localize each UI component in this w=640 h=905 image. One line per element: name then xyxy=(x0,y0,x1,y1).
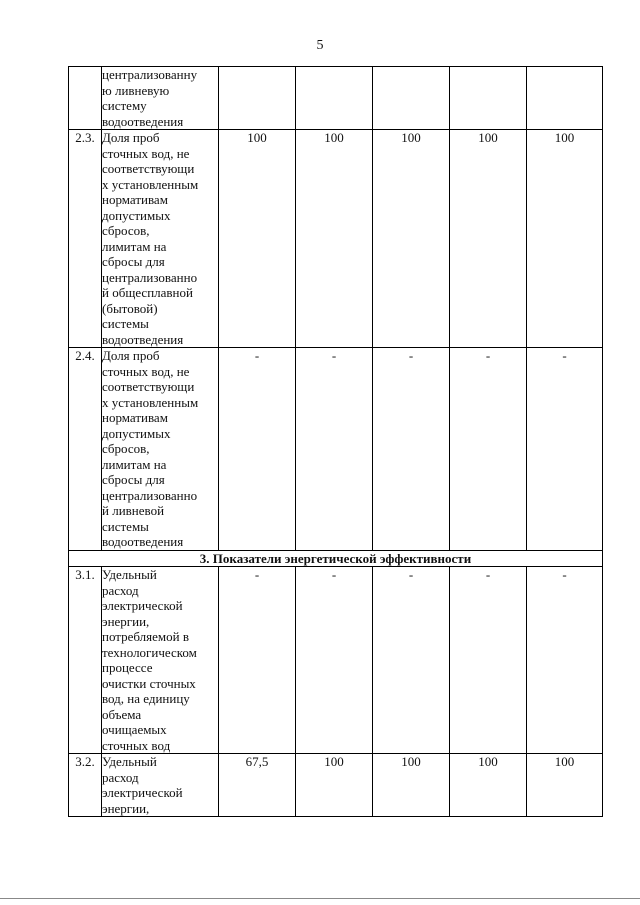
description-line: очищаемых xyxy=(102,722,167,737)
value-cell: 100 xyxy=(373,754,450,817)
description-line: сбросы для xyxy=(102,472,165,487)
description-line: лимитам на xyxy=(102,456,167,472)
description-line: лимитам на xyxy=(102,238,167,254)
row-number: 3.2. xyxy=(69,754,102,817)
row-number: 2.3. xyxy=(69,130,102,348)
indicator-description xyxy=(102,754,219,817)
value-cell xyxy=(296,67,373,130)
description-line: вод, на единицу xyxy=(102,691,190,706)
value-cell xyxy=(219,67,296,130)
description-line: очистки сточных xyxy=(102,675,196,691)
value-cell xyxy=(527,67,603,130)
value-cell xyxy=(373,67,450,130)
description-line: системы xyxy=(102,518,149,534)
description-line: сбросов, xyxy=(102,223,150,238)
description-line: соответствующи xyxy=(102,379,195,394)
description-line: Доля проб xyxy=(102,348,160,363)
description-line: (бытовой) xyxy=(102,300,158,316)
value-cell: - xyxy=(373,348,450,551)
table-row xyxy=(69,130,603,348)
table-row xyxy=(69,567,603,754)
description-line: централизованно xyxy=(102,269,198,285)
description-line: расход xyxy=(102,582,139,598)
value-cell xyxy=(450,67,527,130)
value-cell: 100 xyxy=(219,130,296,348)
description-line: сточных вод, не xyxy=(102,145,190,161)
description-line: потребляемой в xyxy=(102,629,189,644)
description-line: сбросов, xyxy=(102,441,150,456)
description-line: нормативам xyxy=(102,192,168,207)
value-cell: 100 xyxy=(296,754,373,817)
indicator-description xyxy=(102,130,219,348)
section-title: 3. Показатели энергетической эффективности xyxy=(69,550,603,567)
description-line: электрической xyxy=(102,598,183,613)
description-line: систему xyxy=(102,98,147,113)
description-line: электрической xyxy=(102,785,183,800)
description-line: водоотведения xyxy=(102,534,184,549)
row-number: 2.4. xyxy=(69,348,102,551)
description-line: централизованну xyxy=(102,67,198,82)
description-line: й общесплавной xyxy=(102,285,193,300)
description-line: Удельный xyxy=(102,567,157,582)
value-cell: 100 xyxy=(450,754,527,817)
indicator-description xyxy=(102,567,219,754)
description-line: соответствующи xyxy=(102,161,195,176)
value-cell: 100 xyxy=(527,754,603,817)
description-line: сточных вод xyxy=(102,737,171,753)
value-cell: - xyxy=(219,567,296,754)
description-line: водоотведения xyxy=(102,331,184,347)
description-line: х установленным xyxy=(102,394,199,410)
indicators-table xyxy=(68,66,603,817)
description-line: централизованно xyxy=(102,487,198,503)
row-number: 3.1. xyxy=(69,567,102,754)
description-line: технологическом xyxy=(102,644,197,660)
description-line: расход xyxy=(102,769,139,785)
description-line: энергии, xyxy=(102,613,150,629)
value-cell: 100 xyxy=(527,130,603,348)
value-cell: - xyxy=(373,567,450,754)
section-header-row xyxy=(69,550,603,567)
page-number: 5 xyxy=(316,38,324,53)
description-line: водоотведения xyxy=(102,113,184,129)
description-line: сточных вод, не xyxy=(102,363,190,379)
indicator-description xyxy=(102,348,219,551)
description-line: допустимых xyxy=(102,425,171,441)
value-cell: - xyxy=(219,348,296,551)
description-line: х установленным xyxy=(102,176,199,192)
description-line: процессе xyxy=(102,660,153,675)
value-cell: 100 xyxy=(373,130,450,348)
description-line: допустимых xyxy=(102,207,171,223)
table-row xyxy=(69,348,603,551)
value-cell: - xyxy=(296,348,373,551)
row-number xyxy=(69,67,102,130)
value-cell: 100 xyxy=(296,130,373,348)
description-line: энергии, xyxy=(102,800,150,816)
value-cell: - xyxy=(450,348,527,551)
value-cell: - xyxy=(527,567,603,754)
description-line: й ливневой xyxy=(102,503,165,518)
description-line: объема xyxy=(102,706,142,722)
value-cell: - xyxy=(527,348,603,551)
description-line: ю ливневую xyxy=(102,82,170,98)
value-cell: 100 xyxy=(450,130,527,348)
page-bottom-rule xyxy=(0,898,640,899)
description-line: Удельный xyxy=(102,754,157,769)
table-row xyxy=(69,67,603,130)
value-cell: - xyxy=(450,567,527,754)
value-cell: - xyxy=(296,567,373,754)
table-row xyxy=(69,754,603,817)
description-line: системы xyxy=(102,316,149,331)
value-cell: 67,5 xyxy=(219,754,296,817)
indicator-description xyxy=(102,67,219,130)
description-line: нормативам xyxy=(102,410,168,425)
description-line: сбросы для xyxy=(102,254,165,269)
description-line: Доля проб xyxy=(102,130,160,145)
